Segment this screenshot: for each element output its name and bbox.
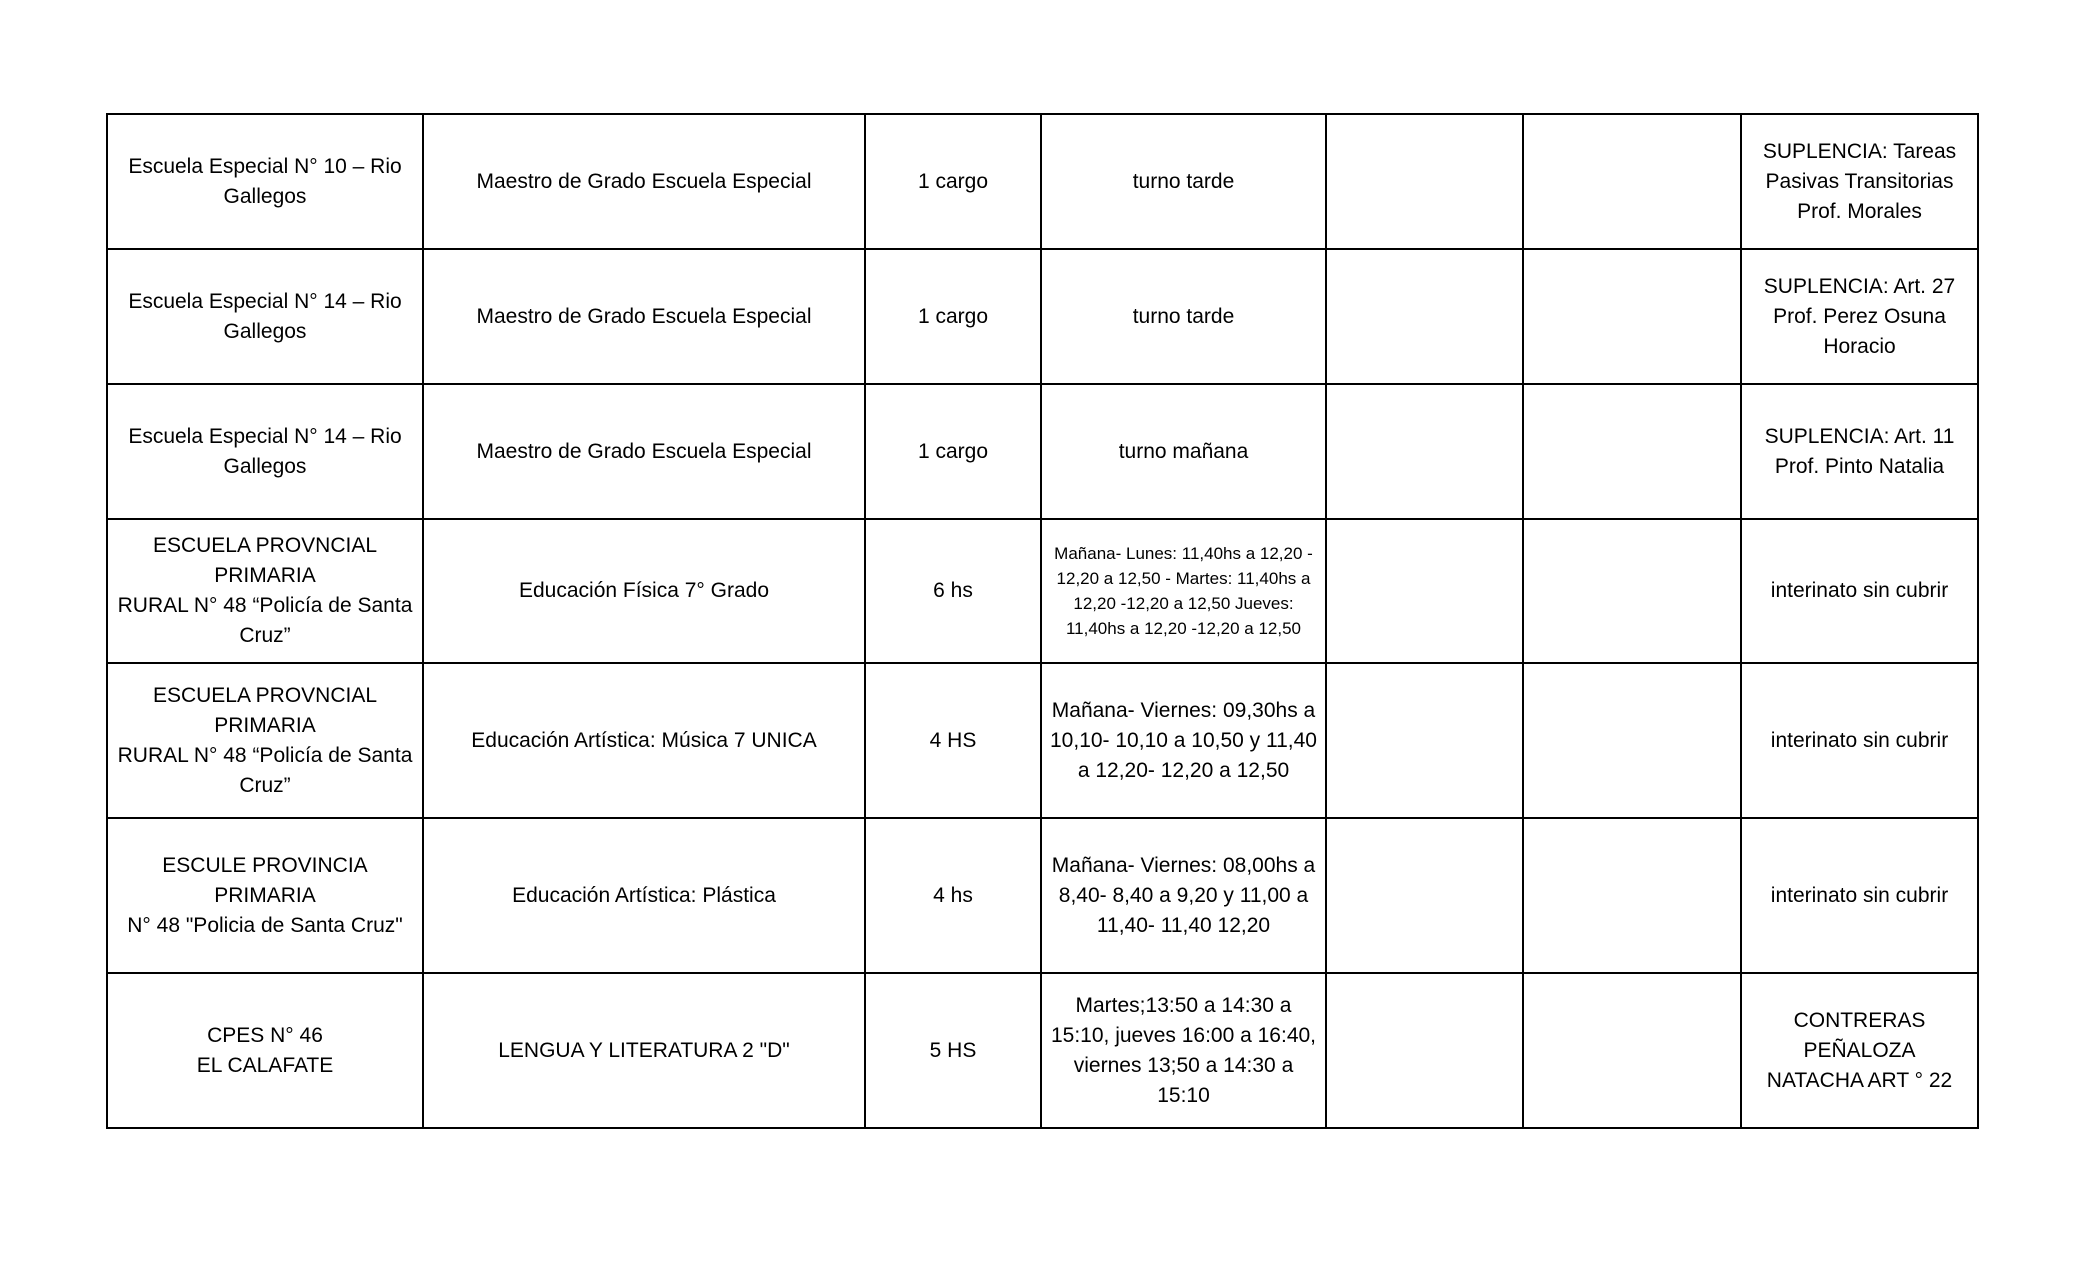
schedule-cell: Mañana- Viernes: 09,30hs a 10,10- 10,10 a 10,50 y 11,40 a 12,20- 12,20 a 12,50 [1041, 663, 1326, 818]
school-cell: Escuela Especial N° 14 – Rio Gallegos [107, 384, 423, 519]
position-cell: Maestro de Grado Escuela Especial [423, 114, 865, 249]
status-cell: CONTRERAS PEÑALOZA NATACHA ART ° 22 [1741, 973, 1978, 1128]
empty-cell [1326, 519, 1523, 663]
empty-cell [1523, 818, 1741, 973]
position-cell: LENGUA Y LITERATURA 2 "D" [423, 973, 865, 1128]
table-row [107, 973, 1978, 1128]
empty-cell [1326, 663, 1523, 818]
quantity-cell: 6 hs [865, 519, 1041, 663]
position-cell: Educación Física 7° Grado [423, 519, 865, 663]
table-row [107, 249, 1978, 384]
position-cell: Educación Artística: Música 7 UNICA [423, 663, 865, 818]
table-row [107, 818, 1978, 973]
schedule-cell: Mañana- Lunes: 11,40hs a 12,20 - 12,20 a 12,50 - Martes: 11,40hs a 12,20 -12,20 a 12,50 Jueves: 11,40hs a 12,20 -12,20 a 12,50 [1041, 519, 1326, 663]
school-cell: Escuela Especial N° 14 – Rio Gallegos [107, 249, 423, 384]
position-cell: Maestro de Grado Escuela Especial [423, 249, 865, 384]
empty-cell [1523, 973, 1741, 1128]
status-cell: SUPLENCIA: Art. 11 Prof. Pinto Natalia [1741, 384, 1978, 519]
quantity-cell: 4 hs [865, 818, 1041, 973]
school-cell: Escuela Especial N° 10 – Rio Gallegos [107, 114, 423, 249]
empty-cell [1523, 249, 1741, 384]
empty-cell [1326, 249, 1523, 384]
quantity-cell: 1 cargo [865, 384, 1041, 519]
empty-cell [1523, 384, 1741, 519]
empty-cell [1523, 663, 1741, 818]
schedule-cell: Mañana- Viernes: 08,00hs a 8,40- 8,40 a 9,20 y 11,00 a 11,40- 11,40 12,20 [1041, 818, 1326, 973]
empty-cell [1523, 114, 1741, 249]
status-cell: interinato sin cubrir [1741, 519, 1978, 663]
status-cell: interinato sin cubrir [1741, 818, 1978, 973]
table-row [107, 663, 1978, 818]
empty-cell [1326, 114, 1523, 249]
empty-cell [1326, 818, 1523, 973]
position-cell: Educación Artística: Plástica [423, 818, 865, 973]
school-cell: CPES N° 46 EL CALAFATE [107, 973, 423, 1128]
schedule-cell: turno tarde [1041, 249, 1326, 384]
schedule-cell: turno tarde [1041, 114, 1326, 249]
vacancy-table [106, 113, 1979, 1129]
quantity-cell: 1 cargo [865, 114, 1041, 249]
quantity-cell: 1 cargo [865, 249, 1041, 384]
position-cell: Maestro de Grado Escuela Especial [423, 384, 865, 519]
empty-cell [1326, 384, 1523, 519]
school-cell: ESCULE PROVINCIA PRIMARIA N° 48 "Policia de Santa Cruz" [107, 818, 423, 973]
school-cell: ESCUELA PROVNCIAL PRIMARIA RURAL N° 48 “Policía de Santa Cruz” [107, 663, 423, 818]
schedule-cell: turno mañana [1041, 384, 1326, 519]
table-row [107, 384, 1978, 519]
status-cell: SUPLENCIA: Tareas Pasivas Transitorias Prof. Morales [1741, 114, 1978, 249]
table-row [107, 519, 1978, 663]
table-row [107, 114, 1978, 249]
quantity-cell: 5 HS [865, 973, 1041, 1128]
quantity-cell: 4 HS [865, 663, 1041, 818]
schedule-cell: Martes;13:50 a 14:30 a 15:10, jueves 16:00 a 16:40, viernes 13;50 a 14:30 a 15:10 [1041, 973, 1326, 1128]
school-cell: ESCUELA PROVNCIAL PRIMARIA RURAL N° 48 “Policía de Santa Cruz” [107, 519, 423, 663]
status-cell: SUPLENCIA: Art. 27 Prof. Perez Osuna Horacio [1741, 249, 1978, 384]
status-cell: interinato sin cubrir [1741, 663, 1978, 818]
empty-cell [1326, 973, 1523, 1128]
empty-cell [1523, 519, 1741, 663]
